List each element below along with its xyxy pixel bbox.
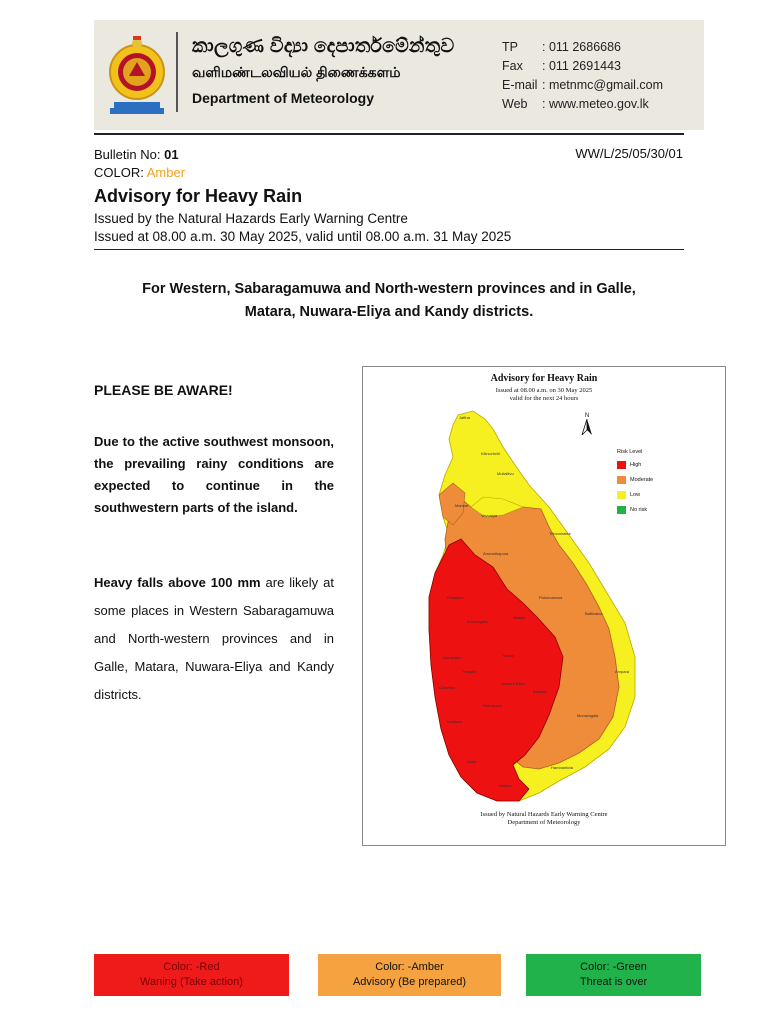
district-label: Kurunegala [467, 619, 488, 624]
contact-value: : 011 2686686 [542, 40, 622, 54]
map-footer-2: Department of Meteorology [507, 819, 581, 826]
department-name-sinhala: කාලගුණ විද්‍යා දෙපාර්තමේන්තුව [192, 36, 455, 57]
district-label: Kalutara [447, 719, 462, 724]
issue-details [94, 210, 511, 246]
district-label: Ratnapura [483, 703, 502, 708]
color-code-green [526, 954, 701, 996]
map-subtitle-1: Issued at 08.00 a.m. on 30 May 2025 [495, 387, 593, 394]
district-label: Trincomalee [549, 531, 571, 536]
bulletin-meta [94, 146, 185, 182]
contact-row-email [502, 76, 663, 95]
map-title: Advisory for Heavy Rain [490, 373, 598, 384]
legend-swatch [617, 476, 626, 484]
color-code-amber [318, 954, 501, 996]
color-code-amber-title: Color: -Amber [375, 961, 444, 973]
affected-areas-line1: For Western, Sabaragamuwa and North-western provinces and in Galle, [142, 281, 636, 297]
department-name-english: Department of Meteorology [192, 90, 375, 106]
legend-label: Moderate [630, 477, 654, 483]
contact-key: TP [502, 40, 518, 54]
district-label: Kilinochchi [481, 451, 501, 456]
contact-row-web [502, 95, 663, 114]
color-code-amber-desc: Advisory (Be prepared) [352, 976, 467, 988]
color-value: Amber [146, 165, 186, 180]
rainfall-detail: are likely at some places in Western Sabaragamuwa and North-western provinces and in Galle, Matara, Nuwara-Eliya and Kandy districts. [94, 575, 334, 702]
district-label: Matale [513, 615, 526, 620]
district-label: Monaragala [577, 713, 599, 718]
sri-lanka-map [363, 367, 725, 845]
map-subtitle-2: valid for the next 24 hours [509, 395, 579, 402]
district-label: Gampaha [443, 655, 461, 660]
contact-key: Fax [502, 59, 523, 73]
district-label: Mannar [455, 503, 469, 508]
map-legend [617, 449, 653, 521]
bulletin-title: Advisory for Heavy Rain [94, 186, 303, 206]
bulletin-code: WW/L/25/05/30/01 [575, 146, 683, 161]
contact-row-fax [502, 57, 663, 76]
district-label: Polonnaruwa [539, 595, 563, 600]
legend-swatch [617, 506, 626, 514]
district-label: Hambantota [551, 765, 573, 770]
legend-swatch [617, 461, 626, 469]
department-name-tamil: வளிமண்டலவியல் திணைக்களம் [192, 64, 401, 80]
district-label: Batticaloa [585, 611, 603, 616]
header-rule [94, 133, 684, 135]
contact-value: : 011 2691443 [542, 59, 622, 73]
district-label: Kegalle [463, 669, 477, 674]
letterhead [94, 20, 704, 130]
district-label: Ampara [615, 669, 630, 674]
contact-key: E-mail [502, 78, 538, 92]
legend-item-low [617, 491, 653, 499]
legend-item-moderate [617, 476, 653, 484]
rainfall-paragraph [94, 569, 334, 709]
color-code-green-title: Color: -Green [580, 961, 647, 973]
legend-label: No risk [630, 507, 648, 513]
color-code-red-title: Color: -Red [163, 961, 220, 973]
bulletin-no-value: 01 [164, 147, 179, 162]
district-label: Colombo [439, 685, 456, 690]
color-code-red [94, 954, 289, 996]
district-label: Matara [499, 783, 512, 788]
legend-label: Low [630, 492, 641, 498]
legend-label: High [630, 462, 642, 468]
district-label: Kandy [503, 653, 515, 658]
legend-title: Risk Level [617, 449, 643, 455]
contact-row-tp [502, 38, 663, 57]
affected-areas [94, 278, 684, 324]
district-label: Vavuniya [481, 513, 498, 518]
color-code-red-desc: Waning (Take action) [140, 976, 243, 988]
legend-swatch [617, 491, 626, 499]
contact-key: Web [502, 97, 528, 111]
legend-item-no-risk [617, 506, 653, 514]
district-label: Badulla [533, 689, 547, 694]
be-aware-heading: PLEASE BE AWARE! [94, 382, 233, 398]
affected-areas-line2: Matara, Nuwara-Eliya and Kandy districts. [244, 304, 534, 320]
contact-details [502, 38, 663, 114]
district-label: Anuradhapura [483, 551, 509, 556]
national-emblem-icon [106, 32, 168, 116]
monsoon-paragraph: Due to the active southwest monsoon, the prevailing rainy conditions are expected to continue in the southwestern parts of the island. [94, 434, 334, 515]
rainfall-amount: Heavy falls above 100 mm [94, 575, 261, 590]
district-label: Puttalam [447, 595, 463, 600]
color-code-green-desc: Threat is over [579, 976, 648, 988]
district-label: Mullaitivu [497, 471, 514, 476]
bulletin-no-label: Bulletin No: [94, 147, 165, 162]
contact-value[interactable]: : www.meteo.gov.lk [542, 97, 649, 111]
district-label: Nuwara Eliya [501, 681, 525, 686]
map-footer-1: Issued by Natural Hazards Early Warning Centre [480, 811, 608, 818]
north-label: N [584, 413, 590, 419]
color-label: COLOR: [94, 165, 147, 180]
risk-map [362, 366, 726, 846]
issued-at: Issued at 08.00 a.m. 30 May 2025, valid until 08.00 a.m. 31 May 2025 [94, 229, 512, 244]
district-label: Galle [467, 759, 477, 764]
district-label: Jaffna [459, 415, 470, 420]
contact-value[interactable]: : metnmc@gmail.com [542, 78, 664, 92]
issued-by: Issued by the Natural Hazards Early Warning Centre [94, 211, 408, 226]
title-rule [94, 249, 684, 250]
legend-item-high [617, 461, 653, 469]
header-divider [176, 32, 178, 112]
